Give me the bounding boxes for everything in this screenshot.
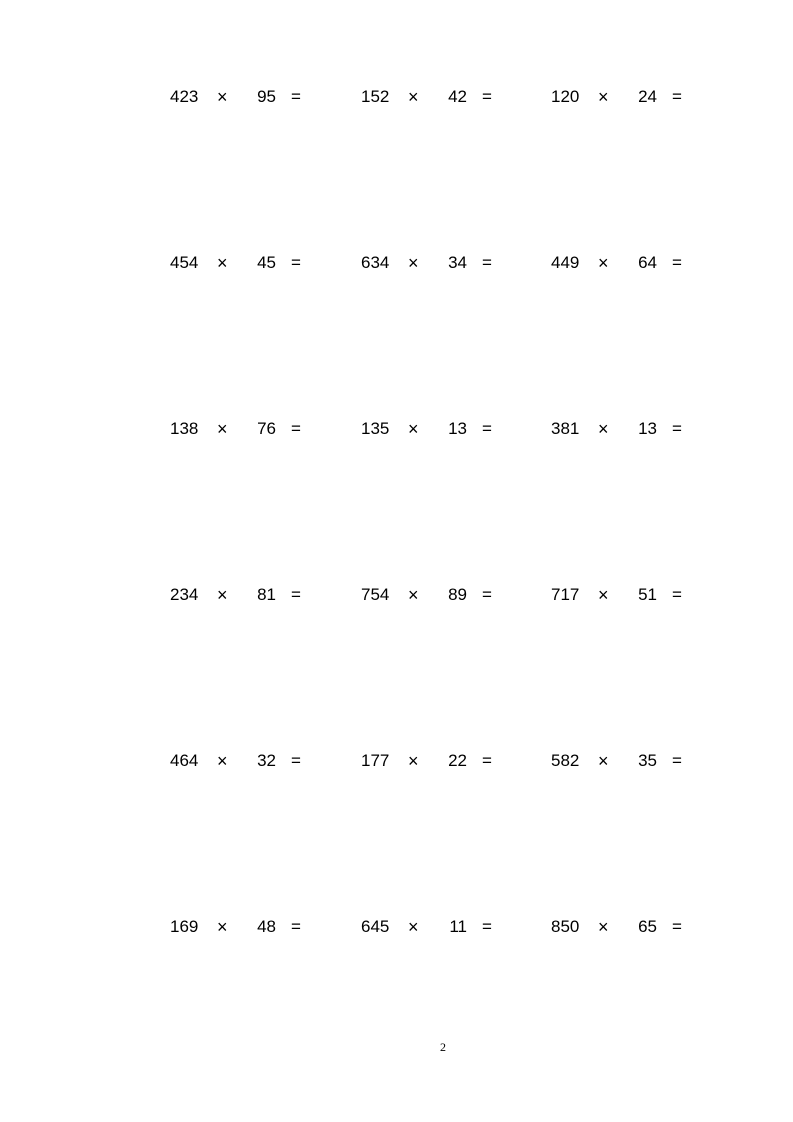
- multiplicand: 423: [170, 87, 199, 106]
- times-sign: ×: [598, 87, 609, 107]
- multiplicand: 754: [361, 585, 390, 604]
- times-sign: ×: [598, 253, 609, 273]
- problem-row: [0, 583, 793, 607]
- page-number: 2: [440, 1040, 446, 1054]
- multiplicand: 850: [551, 917, 580, 936]
- times-sign: ×: [408, 87, 419, 107]
- multiplier: 42: [448, 87, 467, 106]
- times-sign: ×: [217, 585, 228, 605]
- times-sign: ×: [408, 751, 419, 771]
- multiplicand: 464: [170, 751, 199, 770]
- multiplier: 48: [257, 917, 276, 936]
- multiplicand: 645: [361, 917, 390, 936]
- equals-sign: =: [291, 917, 301, 936]
- equals-sign: =: [482, 419, 492, 438]
- multiplier: 34: [448, 253, 467, 272]
- multiplier: 64: [638, 253, 657, 272]
- multiplier: 89: [448, 585, 467, 604]
- multiplicand: 135: [361, 419, 390, 438]
- multiplicand: 120: [551, 87, 580, 106]
- problem-row: [0, 417, 793, 441]
- equals-sign: =: [291, 87, 301, 106]
- multiplicand: 717: [551, 585, 580, 604]
- equals-sign: =: [482, 253, 492, 272]
- times-sign: ×: [217, 419, 228, 439]
- multiplier: 11: [449, 917, 467, 936]
- multiplier: 45: [257, 253, 276, 272]
- equals-sign: =: [291, 419, 301, 438]
- equals-sign: =: [291, 751, 301, 770]
- multiplicand: 634: [361, 253, 390, 272]
- multiplicand: 177: [361, 751, 390, 770]
- equals-sign: =: [672, 87, 682, 106]
- equals-sign: =: [291, 585, 301, 604]
- times-sign: ×: [408, 585, 419, 605]
- times-sign: ×: [598, 585, 609, 605]
- equals-sign: =: [672, 253, 682, 272]
- multiplicand: 454: [170, 253, 199, 272]
- multiplier: 24: [638, 87, 657, 106]
- equals-sign: =: [672, 751, 682, 770]
- multiplier: 95: [257, 87, 276, 106]
- equals-sign: =: [482, 585, 492, 604]
- multiplicand: 152: [361, 87, 390, 106]
- multiplicand: 138: [170, 419, 199, 438]
- problem-row: [0, 251, 793, 275]
- problem-row: [0, 915, 793, 939]
- times-sign: ×: [217, 917, 228, 937]
- equals-sign: =: [482, 87, 492, 106]
- times-sign: ×: [408, 253, 419, 273]
- times-sign: ×: [408, 419, 419, 439]
- equals-sign: =: [672, 419, 682, 438]
- multiplier: 81: [257, 585, 276, 604]
- multiplier: 76: [257, 419, 276, 438]
- times-sign: ×: [598, 917, 609, 937]
- multiplier: 65: [638, 917, 657, 936]
- times-sign: ×: [217, 87, 228, 107]
- times-sign: ×: [408, 917, 419, 937]
- times-sign: ×: [598, 419, 609, 439]
- multiplier: 22: [448, 751, 467, 770]
- multiplicand: 582: [551, 751, 580, 770]
- equals-sign: =: [482, 751, 492, 770]
- equals-sign: =: [672, 917, 682, 936]
- problem-row: [0, 749, 793, 773]
- times-sign: ×: [598, 751, 609, 771]
- multiplicand: 449: [551, 253, 580, 272]
- multiplier: 51: [638, 585, 657, 604]
- multiplicand: 169: [170, 917, 199, 936]
- multiplier: 35: [638, 751, 657, 770]
- multiplicand: 381: [551, 419, 580, 438]
- equals-sign: =: [482, 917, 492, 936]
- multiplicand: 234: [170, 585, 199, 604]
- times-sign: ×: [217, 751, 228, 771]
- multiplier: 13: [638, 419, 657, 438]
- problem-row: [0, 85, 793, 109]
- multiplier: 32: [257, 751, 276, 770]
- equals-sign: =: [672, 585, 682, 604]
- times-sign: ×: [217, 253, 228, 273]
- equals-sign: =: [291, 253, 301, 272]
- multiplier: 13: [448, 419, 467, 438]
